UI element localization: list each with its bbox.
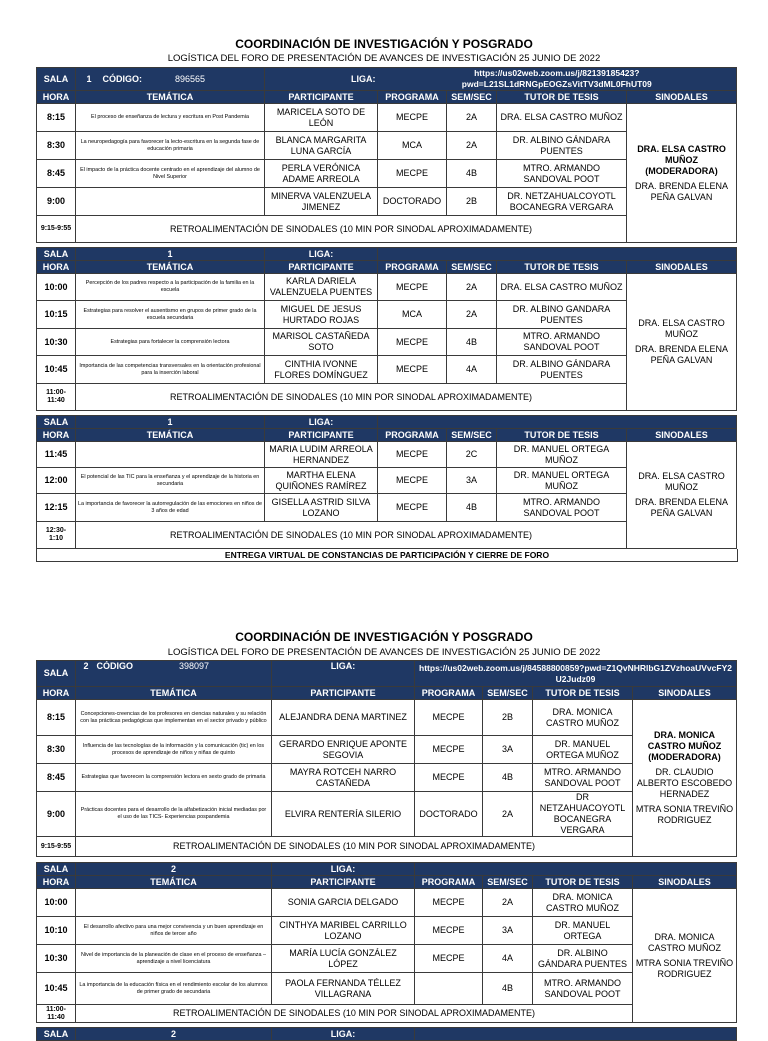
row-hora: 9:00	[37, 188, 76, 216]
row-participante: MARTHA ELENA QUIÑONES RAMÍREZ	[265, 468, 378, 494]
row-hora: 10:30	[37, 945, 76, 973]
row-programa: MECPE	[415, 917, 483, 945]
table-row	[37, 736, 737, 764]
closing-row: ENTREGA VIRTUAL DE CONSTANCIAS DE PARTICIPACIÓN Y CIERRE DE FORO	[36, 549, 738, 562]
row-participante: PAOLA FERNANDA TÉLLEZ VILLAGRANA	[272, 973, 415, 1005]
row-programa: MECPE	[378, 104, 447, 132]
row-participante: MIGUEL DE JESUS HURTADO ROJAS	[265, 301, 378, 329]
col-participante: PARTICIPANTE	[265, 91, 378, 104]
retro-text: RETROALIMENTACIÓN DE SINODALES (10 MIN POR SINODAL APROXIMADAMENTE)	[76, 522, 627, 549]
row-hora: 10:30	[37, 329, 76, 356]
row-tutor: DR. NETZAHUALCOYOTL BOCANEGRA VERGARA	[497, 188, 627, 216]
row-tutor: DRA. ELSA CASTRO MUÑOZ	[497, 104, 627, 132]
row-programa: MCA	[378, 301, 447, 329]
row-programa: MECPE	[415, 764, 483, 792]
page1-block2-table	[36, 247, 737, 411]
liga-link[interactable]	[415, 1028, 737, 1041]
row-tematica: Importancia de las competencias transversales en la orientación profesional para la inserción laboral	[76, 356, 265, 384]
row-programa: MECPE	[378, 494, 447, 522]
col-tematica: TEMÁTICA	[76, 687, 272, 700]
retro-hora: 9:15-9:55	[37, 216, 76, 243]
row-sem: 2A	[447, 132, 497, 160]
row-hora: 10:45	[37, 356, 76, 384]
row-tutor: MTRO. ARMANDO SANDOVAL POOT	[497, 494, 627, 522]
table-row	[37, 917, 737, 945]
row-hora: 12:00	[37, 468, 76, 494]
codigo-label: CÓDIGO	[96, 661, 134, 671]
row-tematica: El desarrollo afectivo para una mejor convivencia y un buen aprendizaje en niños de tercer año	[76, 917, 272, 945]
sala-codigo-cell	[76, 661, 272, 687]
sinodales-cell	[627, 442, 737, 549]
row-tematica	[76, 188, 265, 216]
sala-number: 2	[83, 661, 89, 671]
col-hora: HORA	[37, 261, 76, 274]
col-programa: PROGRAMA	[378, 261, 447, 274]
row-programa: DOCTORADO	[415, 792, 483, 837]
row-tematica: Estrategias que favorecen la comprensión lectora en sexto grado de primaria	[76, 764, 272, 792]
row-tematica: El impacto de la práctica docente centrado en el aprendizaje del alumno de Nivel Superior	[76, 160, 265, 188]
row-tematica: Estrategias para resolver el ausentismo en grupos de primer grado de la escuela secundaria	[76, 301, 265, 329]
codigo-value: 896565	[175, 73, 206, 84]
row-programa: MECPE	[415, 945, 483, 973]
row-participante: MINERVA VALENZUELA JIMENEZ	[265, 188, 378, 216]
sinodal: DRA. BRENDA ELENA PEÑA GALVAN	[635, 180, 729, 202]
row-sem: 4B	[483, 764, 533, 792]
column-header-row	[37, 687, 737, 700]
row-participante: CINTHYA MARIBEL CARRILLO LOZANO	[272, 917, 415, 945]
page2-title: COORDINACIÓN DE INVESTIGACIÓN Y POSGRADO	[235, 630, 533, 644]
liga-label: LIGA:	[272, 863, 415, 876]
col-sem: SEM/SEC	[447, 429, 497, 442]
retro-text: RETROALIMENTACIÓN DE SINODALES (10 MIN POR SINODAL APROXIMADAMENTE)	[76, 216, 627, 243]
row-tutor: MTRO. ARMANDO SANDOVAL POOT	[533, 764, 633, 792]
row-hora: 10:45	[37, 973, 76, 1005]
col-sem: SEM/SEC	[447, 91, 497, 104]
col-participante: PARTICIPANTE	[265, 429, 378, 442]
sala-header-row	[37, 1028, 737, 1041]
row-tematica: El potencial de las TIC para la enseñanza y el aprendizaje de la historia en secundaria	[76, 468, 265, 494]
liga-label: LIGA:	[265, 248, 378, 261]
row-hora: 12:15	[37, 494, 76, 522]
row-tutor: MTRO. ARMANDO SANDOVAL POOT	[497, 329, 627, 356]
page2-block2-table	[36, 862, 737, 1023]
row-tutor: MTRO. ARMANDO SANDOVAL POOT	[533, 973, 633, 1005]
row-tematica: Nivel de importancia de la planeación de clase en el proceso de enseñanza – aprendizaje a nivel licenciatura	[76, 945, 272, 973]
column-header-row	[37, 429, 737, 442]
row-programa: MECPE	[378, 329, 447, 356]
liga-link[interactable]	[378, 416, 737, 429]
sala-header-row	[37, 661, 737, 687]
sala-header-row	[37, 68, 737, 91]
row-tutor: DR. ALBINO GÁNDARA PUENTES	[497, 132, 627, 160]
liga-label: LIGA:	[265, 68, 378, 91]
retro-hora: 11:00-11:40	[37, 1005, 76, 1023]
page2-block3-table	[36, 1027, 737, 1041]
page1-schedule	[36, 67, 736, 562]
row-tematica: Influencia de las tecnologías de la información y la comunicación (tic) en los procesos de aprendizaje de niños y niñas de quinto	[76, 736, 272, 764]
row-hora: 8:45	[37, 160, 76, 188]
row-sem: 2B	[447, 188, 497, 216]
row-tematica: El proceso de enseñanza de lectura y escritura en Post Pandemia	[76, 104, 265, 132]
retro-hora: 9:15-9:55	[37, 837, 76, 857]
row-participante: MARISOL CASTAÑEDA SOTO	[265, 329, 378, 356]
row-programa: MECPE	[415, 736, 483, 764]
col-participante: PARTICIPANTE	[265, 261, 378, 274]
sinodales-cell	[627, 274, 737, 411]
sinodal-moderadora: DRA. ELSA CASTRO MUÑOZ (MODERADORA)	[637, 143, 726, 176]
liga-link[interactable]	[415, 863, 737, 876]
row-sem: 4A	[447, 356, 497, 384]
row-tematica: Prácticas docentes para el desarrollo de la alfabetización inicial mediadas por el uso de las TICS- Experiencias pospandemia	[76, 792, 272, 837]
row-hora: 8:30	[37, 736, 76, 764]
row-hora: 10:00	[37, 889, 76, 917]
retro-row	[37, 837, 737, 857]
sinodal: DR. CLAUDIO ALBERTO ESCOBEDO HERNADEZ	[636, 767, 733, 799]
row-programa: MECPE	[378, 160, 447, 188]
row-sem: 2A	[447, 274, 497, 301]
page1-block3-table	[36, 415, 737, 549]
sala-label: SALA	[37, 1028, 76, 1041]
row-sem: 2A	[447, 301, 497, 329]
col-sem: SEM/SEC	[483, 876, 533, 889]
row-hora: 8:30	[37, 132, 76, 160]
col-programa: PROGRAMA	[378, 91, 447, 104]
table-row	[37, 700, 737, 736]
col-sinodales: SINODALES	[627, 261, 737, 274]
row-programa: MECPE	[378, 442, 447, 468]
row-tutor: DR. ALBINO GÁNDARA PUENTES	[533, 945, 633, 973]
row-sem: 2A	[483, 792, 533, 837]
row-sem: 2C	[447, 442, 497, 468]
row-tutor: DRA. MONICA CASTRO MUÑOZ	[533, 700, 633, 736]
sinodal: DRA. BRENDA ELENA PEÑA GALVAN	[634, 344, 729, 365]
col-tutor: TUTOR DE TESIS	[533, 687, 633, 700]
row-programa	[415, 973, 483, 1005]
retro-hora: 11:00-11:40	[37, 384, 76, 411]
row-participante: KARLA DARIELA VALENZUELA PUENTES	[265, 274, 378, 301]
row-sem: 4B	[447, 329, 497, 356]
row-tematica: La importancia de favorecer la autorregulación de las emociones en niños de 3 años de edad	[76, 494, 265, 522]
col-tematica: TEMÁTICA	[76, 429, 265, 442]
col-hora: HORA	[37, 429, 76, 442]
page1-block1-table	[36, 67, 737, 243]
row-tematica: La importancia de la educación física en el rendimiento escolar de los alumnos de primer grado de secundaria	[76, 973, 272, 1005]
row-tematica: Concepciones-creencias de los profesores en ciencias naturales y su relación con las prácticas pedagógicas que implementan en el sector privado y público	[76, 700, 272, 736]
codigo-value: 398097	[179, 661, 210, 671]
sinodal: DRA. MONICA CASTRO MUÑOZ	[648, 931, 721, 953]
page2-subtitle: LOGÍSTICA DEL FORO DE PRESENTACIÓN DE AVANCES DE INVESTIGACIÓN 25 JUNIO DE 2022	[167, 647, 601, 658]
sinodales-cell	[633, 889, 737, 1023]
col-programa: PROGRAMA	[378, 429, 447, 442]
row-participante: MAYRA ROTCEH NARRO CASTAÑEDA	[272, 764, 415, 792]
row-participante: ELVIRA RENTERÍA SILERIO	[272, 792, 415, 837]
column-header-row	[37, 876, 737, 889]
retro-text: RETROALIMENTACIÓN DE SINODALES (10 MIN POR SINODAL APROXIMADAMENTE)	[76, 384, 627, 411]
liga-label: LIGA:	[272, 661, 415, 687]
sinodal: MTRA SONIA TREVIÑO RODRIGUEZ	[635, 804, 734, 825]
row-tutor: DR. ALBINO GÁNDARA PUENTES	[497, 356, 627, 384]
retro-text: RETROALIMENTACIÓN DE SINODALES (10 MIN POR SINODAL APROXIMADAMENTE)	[76, 837, 633, 857]
sinodal: DRA. ELSA CASTRO MUÑOZ	[638, 471, 725, 492]
row-tutor: MTRO. ARMANDO SANDOVAL POOT	[497, 160, 627, 188]
col-sinodales: SINODALES	[633, 687, 737, 700]
row-tematica	[76, 442, 265, 468]
row-hora: 8:15	[37, 700, 76, 736]
col-programa: PROGRAMA	[415, 876, 483, 889]
sala-header-row	[37, 863, 737, 876]
sala-number: 1	[86, 73, 92, 84]
row-tematica	[76, 889, 272, 917]
col-participante: PARTICIPANTE	[272, 687, 415, 700]
table-row	[37, 764, 737, 792]
row-sem: 4B	[447, 494, 497, 522]
row-sem: 3A	[483, 917, 533, 945]
row-participante: ALEJANDRA DENA MARTINEZ	[272, 700, 415, 736]
row-sem: 2A	[447, 104, 497, 132]
col-tutor: TUTOR DE TESIS	[533, 876, 633, 889]
liga-label: LIGA:	[272, 1028, 415, 1041]
row-programa: MECPE	[415, 889, 483, 917]
col-programa: PROGRAMA	[415, 687, 483, 700]
row-tutor: DRA. MONICA CASTRO MUÑOZ	[533, 889, 633, 917]
sala-header-row	[37, 416, 737, 429]
col-tutor: TUTOR DE TESIS	[497, 261, 627, 274]
sala-label: SALA	[37, 248, 76, 261]
row-programa: MECPE	[378, 356, 447, 384]
row-programa: MECPE	[415, 700, 483, 736]
table-row	[37, 104, 737, 132]
table-row	[37, 792, 737, 837]
row-tutor: DR NETZAHUACOYOTL BOCANEGRA VERGARA	[533, 792, 633, 837]
table-row	[37, 945, 737, 973]
row-hora: 10:10	[37, 917, 76, 945]
table-row	[37, 274, 737, 301]
sala-label: SALA	[37, 416, 76, 429]
table-row	[37, 442, 737, 468]
row-programa: DOCTORADO	[378, 188, 447, 216]
retro-text: RETROALIMENTACIÓN DE SINODALES (10 MIN POR SINODAL APROXIMADAMENTE)	[76, 1005, 633, 1023]
col-tematica: TEMÁTICA	[76, 261, 265, 274]
page1-title: COORDINACIÓN DE INVESTIGACIÓN Y POSGRADO	[235, 37, 533, 51]
sala-number: 2	[76, 1028, 272, 1041]
table-row	[37, 889, 737, 917]
row-tutor: DR. MANUEL ORTEGA MUÑOZ	[497, 442, 627, 468]
sala-header-row	[37, 248, 737, 261]
col-tematica: TEMÁTICA	[76, 91, 265, 104]
sala-codigo-cell	[76, 68, 265, 91]
row-participante: GISELLA ASTRID SILVA LOZANO	[265, 494, 378, 522]
sala-label: SALA	[37, 68, 76, 91]
row-participante: SONIA GARCIA DELGADO	[272, 889, 415, 917]
row-tutor: DR. ALBINO GANDARA PUENTES	[497, 301, 627, 329]
sala-number: 2	[76, 863, 272, 876]
retro-hora: 12:30-1:10	[37, 522, 76, 549]
codigo-label: CÓDIGO:	[102, 73, 143, 84]
col-tutor: TUTOR DE TESIS	[497, 429, 627, 442]
row-tematica: Percepción de los padres respecto a la participación de la familia en la escuela	[76, 274, 265, 301]
col-tematica: TEMÁTICA	[76, 876, 272, 889]
col-sinodales: SINODALES	[627, 429, 737, 442]
retro-row	[37, 1005, 737, 1023]
sinodal: MTRA SONIA TREVIÑO RODRIGUEZ	[635, 957, 734, 979]
row-tutor: DRA. ELSA CASTRO MUÑOZ	[497, 274, 627, 301]
col-hora: HORA	[37, 687, 76, 700]
liga-link[interactable]: https://us02web.zoom.us/j/82139185423?pwd=L21SL1dRNGpEOGZsVitTV3dML0FhUT09	[378, 68, 737, 91]
row-sem: 2A	[483, 889, 533, 917]
row-tutor: DR. MANUEL ORTEGA MUÑOZ	[533, 736, 633, 764]
row-participante: MARIA LUDIM ARREOLA HERNANDEZ	[265, 442, 378, 468]
page2-schedule	[36, 660, 736, 1041]
sinodal: DRA. ELSA CASTRO MUÑOZ	[638, 318, 725, 339]
row-sem: 3A	[483, 736, 533, 764]
col-sem: SEM/SEC	[483, 687, 533, 700]
col-sem: SEM/SEC	[447, 261, 497, 274]
row-sem: 4B	[447, 160, 497, 188]
col-sinodales: SINODALES	[627, 91, 737, 104]
row-sem: 3A	[447, 468, 497, 494]
row-programa: MCA	[378, 132, 447, 160]
row-tutor: DR. MANUEL ORTEGA MUÑOZ	[497, 468, 627, 494]
column-header-row	[37, 261, 737, 274]
sinodal-moderadora: DRA. MONICA CASTRO MUÑOZ (MODERADORA)	[647, 730, 722, 762]
col-sinodales: SINODALES	[633, 876, 737, 889]
row-hora: 8:15	[37, 104, 76, 132]
sala-number: 1	[76, 248, 265, 261]
row-participante: PERLA VERÓNICA ADAME ARREOLA	[265, 160, 378, 188]
page2-block1-table	[36, 660, 737, 857]
sala-label: SALA	[37, 661, 76, 687]
col-tutor: TUTOR DE TESIS	[497, 91, 627, 104]
row-participante: MARICELA SOTO DE LEÓN	[265, 104, 378, 132]
col-hora: HORA	[37, 91, 76, 104]
sinodal: DRA. BRENDA ELENA PEÑA GALVAN	[634, 497, 729, 518]
liga-label: LIGA:	[265, 416, 378, 429]
row-sem: 4B	[483, 973, 533, 1005]
row-participante: MARÍA LUCÍA GONZÁLEZ LÓPEZ	[272, 945, 415, 973]
row-hora: 11:45	[37, 442, 76, 468]
row-participante: CINTHIA IVONNE FLORES DOMÍNGUEZ	[265, 356, 378, 384]
row-tutor: DR. MANUEL ORTEGA	[533, 917, 633, 945]
row-sem: 2B	[483, 700, 533, 736]
row-participante: BLANCA MARGARITA LUNA GARCÍA	[265, 132, 378, 160]
row-hora: 10:00	[37, 274, 76, 301]
row-participante: GERARDO ENRIQUE APONTE SEGOVIA	[272, 736, 415, 764]
col-hora: HORA	[37, 876, 76, 889]
column-header-row	[37, 91, 737, 104]
row-programa: MECPE	[378, 468, 447, 494]
col-participante: PARTICIPANTE	[272, 876, 415, 889]
liga-link[interactable]	[378, 248, 737, 261]
sinodales-cell	[627, 104, 737, 243]
row-programa: MECPE	[378, 274, 447, 301]
row-tematica: La neuropedagogía para favorecer la lecto-escritura en la segunda fase de educación primaria	[76, 132, 265, 160]
sala-label: SALA	[37, 863, 76, 876]
table-row	[37, 973, 737, 1005]
page1-subtitle: LOGÍSTICA DEL FORO DE PRESENTACIÓN DE AVANCES DE INVESTIGACIÓN 25 JUNIO DE 2022	[167, 53, 601, 64]
liga-link[interactable]: https://us02web.zoom.us/j/84588800859?pwd=Z1QvNHRlbG1ZVzhoaUVvcFY2U2Judz09	[415, 661, 737, 687]
row-hora: 10:15	[37, 301, 76, 329]
row-hora: 9:00	[37, 792, 76, 837]
sala-number: 1	[76, 416, 265, 429]
sinodales-cell	[633, 700, 737, 857]
row-sem: 4A	[483, 945, 533, 973]
row-tematica: Estrategias para fortalecer la comprensión lectora	[76, 329, 265, 356]
row-hora: 8:45	[37, 764, 76, 792]
